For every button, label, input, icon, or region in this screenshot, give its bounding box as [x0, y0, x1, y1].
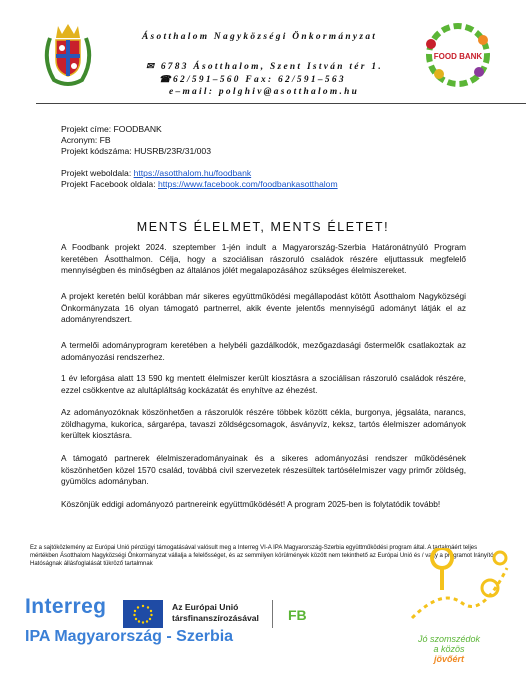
website-link[interactable]: https://asotthalom.hu/foodbank: [133, 168, 252, 178]
phone-line: [159, 74, 346, 85]
headline: MENTS ÉLELMET, MENTS ÉLETET!: [136, 220, 390, 234]
paragraph-4: 1 év leforgása alatt 13 590 kg mentett élelmiszer került kiosztásra a szociálisan rászoruló családok részére, ezzel csökkentve az alultápláltság kockázatát és enyhítve az éhezést.: [61, 373, 466, 395]
paragraph-2: A projekt keretén belül korábban már sikeres együttműködési megállapodást kötött Ásotthalom Nagyközségi Önkormányzata 16 olyan támogató partnerrel, akik évente jelentős mennyiségű adományt látják el az adományrendszert.: [61, 291, 466, 325]
paragraph-5: Az adományozóknak köszönhetően a rászorulók részére többek között cékla, burgonya, jégsaláta, narancs, zöldhagyma, kukorica, sárgarépa, tavaszi zöldségcsomagok, ásványvíz, keksz, tartós élelmiszer adományok kerültek kiosztásra.: [61, 407, 466, 441]
phone-icon: ☎: [159, 75, 173, 85]
eu-flag-icon: [123, 600, 163, 628]
ipa-program-text: IPA Magyarország - Szerbia: [25, 628, 234, 645]
project-acronym: Acronym: FB: [61, 135, 111, 145]
slogan-line-2: a közös: [433, 644, 465, 654]
mail-icon: ✉: [146, 62, 157, 72]
eu-line-2: társfinanszírozásával: [172, 612, 259, 623]
disclaimer-text: Ez a sajtóközlemény az Európai Unió pénzügyi támogatásával valósult meg a Interreg VI-A IPA Magyarország-Szerbia együttműködési program által. A tartalmáért teljes mértékben Ásotthalom Nagyközségi Önkormányzat vállalja a felelősséget, és az semmilyen körülmények között nem tekinthető az Európai Unió és / vagy a programot Irányító Hatóságnak állásfoglalását tükröző tartalmnak: [30, 545, 494, 568]
address-line: [146, 61, 383, 72]
food-bank-logo: [417, 22, 499, 88]
eu-cofinancing-text: [172, 602, 259, 623]
paragraph-1: A Foodbank projekt 2024. szeptember 1-jén indult a Magyarország-Szerbia Határonátnyúló Program keretében Ásotthalmon. Célja, hogy a szociálisan rászoruló családok részére eljuttassuk megfelelő mennyiségben és minőségben az általános jólét megalapozásához szükséges élelmiszereket.: [61, 242, 466, 276]
eu-line-1: Az Európai Unió: [172, 602, 239, 612]
footer-separator: [272, 600, 273, 628]
address-text: 6783 Ásotthalom, Szent István tér 1.: [160, 62, 383, 72]
facebook-label: Projekt Facebook oldala:: [61, 179, 158, 189]
paragraph-3: A termelői adományprogram keretében a helybéli gazdálkodók, mezőgazdasági őstermelők csatlakoztak az adományozási rendszerhez.: [61, 340, 466, 362]
phone-fax-text: 62/591–560 Fax: 62/591–563: [172, 75, 346, 85]
website-label: Projekt weboldala:: [61, 168, 134, 178]
slogan-line-3: jövőért: [434, 654, 465, 664]
interreg-logo-text: Interreg: [25, 595, 107, 618]
project-website-line: [61, 168, 251, 179]
facebook-link[interactable]: https://www.facebook.com/foodbankasotthalom: [157, 179, 338, 189]
header-divider: [36, 103, 526, 104]
fb-acronym: FB: [288, 607, 307, 623]
slogan: [418, 634, 480, 664]
paragraph-7: Köszönjük eddigi adományozó partnereink együttműködését! A program 2025-ben is folytatódik tovább!: [61, 499, 441, 509]
food-bank-logo-text: FOOD BANK: [433, 52, 483, 61]
coat-of-arms-logo: [44, 20, 92, 88]
project-title: Projekt címe: FOODBANK: [61, 124, 162, 134]
map-pin-illustration-icon: [402, 548, 512, 628]
project-code: Projekt kódszáma: HUSRB/23R/31/003: [61, 146, 211, 156]
slogan-line-1: Jó szomszédok: [418, 634, 481, 644]
project-facebook-line: [61, 179, 338, 190]
paragraph-6: A támogató partnerek élelmiszeradományainak és a sikeres adományozási rendszer működésének köszönhetően közel 1570 család, továbbá civil szervezetek részesültek tartóséleImiszer vagy primőr zöldség, gyümölcs adományban.: [61, 453, 466, 487]
organization-name: Ásotthalom Nagyközségi Önkormányzat: [142, 32, 378, 42]
email-line: e–mail: polghiv@asotthalom.hu: [169, 87, 360, 97]
